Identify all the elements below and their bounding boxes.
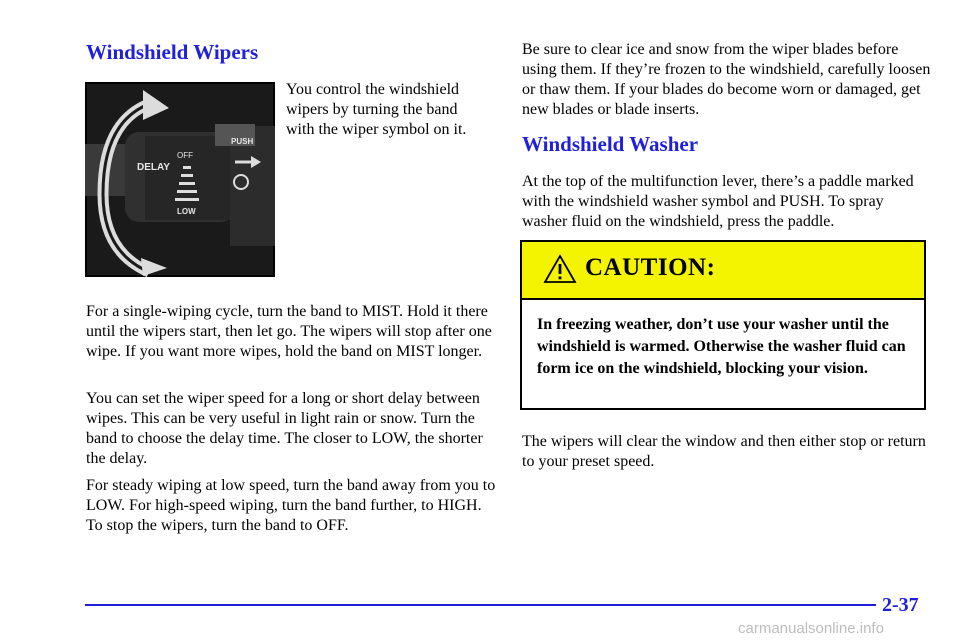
section-heading-wipers: Windshield Wipers (86, 40, 259, 64)
caution-box (520, 240, 926, 410)
figure-label-low: LOW (177, 207, 196, 216)
wiper-intro-text: You control the windshield wipers by turning the band with the wiper symbol on it. (286, 81, 467, 138)
body-paragraph-delay: You can set the wiper speed for a long or short delay between wipes. This can be very useful in light rain or snow. Turn the band to choose the delay time. The closer to LOW, the shorter the delay. (86, 390, 483, 467)
closing-text: The wipers will clear the window and then either stop or return to your preset speed. (522, 433, 926, 470)
section-heading-washer: Windshield Washer (522, 132, 699, 156)
wiper-lever-figure (85, 82, 275, 277)
figure-label-delay: DELAY (137, 162, 170, 173)
wiper-blades-text: Be sure to clear ice and snow from the wiper blades before using them. If they’re frozen to the windshield, carefully loosen or thaw them. If your blades do become worn or damaged, get new blades or blade inserts. (522, 41, 931, 118)
watermark: carmanualsonline.info (738, 620, 884, 637)
washer-instructions-text: At the top of the multifunction lever, there’s a paddle marked with the windshield washer symbol and PUSH. To spray washer fluid on the windshield, press the paddle. (522, 173, 914, 230)
figure-label-off: OFF (177, 151, 193, 160)
body-paragraph-speed: For steady wiping at low speed, turn the band away from you to LOW. For high-speed wiping, turn the band further, to HIGH. To stop the wipers, turn the band to OFF. (86, 477, 496, 534)
footer-rule (85, 604, 876, 606)
caution-body-text: In freezing weather, don’t use your washer until the windshield is warmed. Otherwise the washer fluid can form ice on the windshield, blocking your vision. (537, 316, 906, 377)
warning-triangle-icon (543, 254, 577, 289)
body-paragraph-mist: For a single-wiping cycle, turn the band to MIST. Hold it there until the wipers start, then let go. The wipers will stop after one wipe. If you want more wipes, hold the band on MIST longer. (86, 303, 492, 360)
caution-header (522, 242, 924, 300)
figure-label-push: PUSH (231, 137, 254, 146)
page-number: 2-37 (882, 594, 919, 616)
caution-title: CAUTION: (585, 254, 716, 281)
